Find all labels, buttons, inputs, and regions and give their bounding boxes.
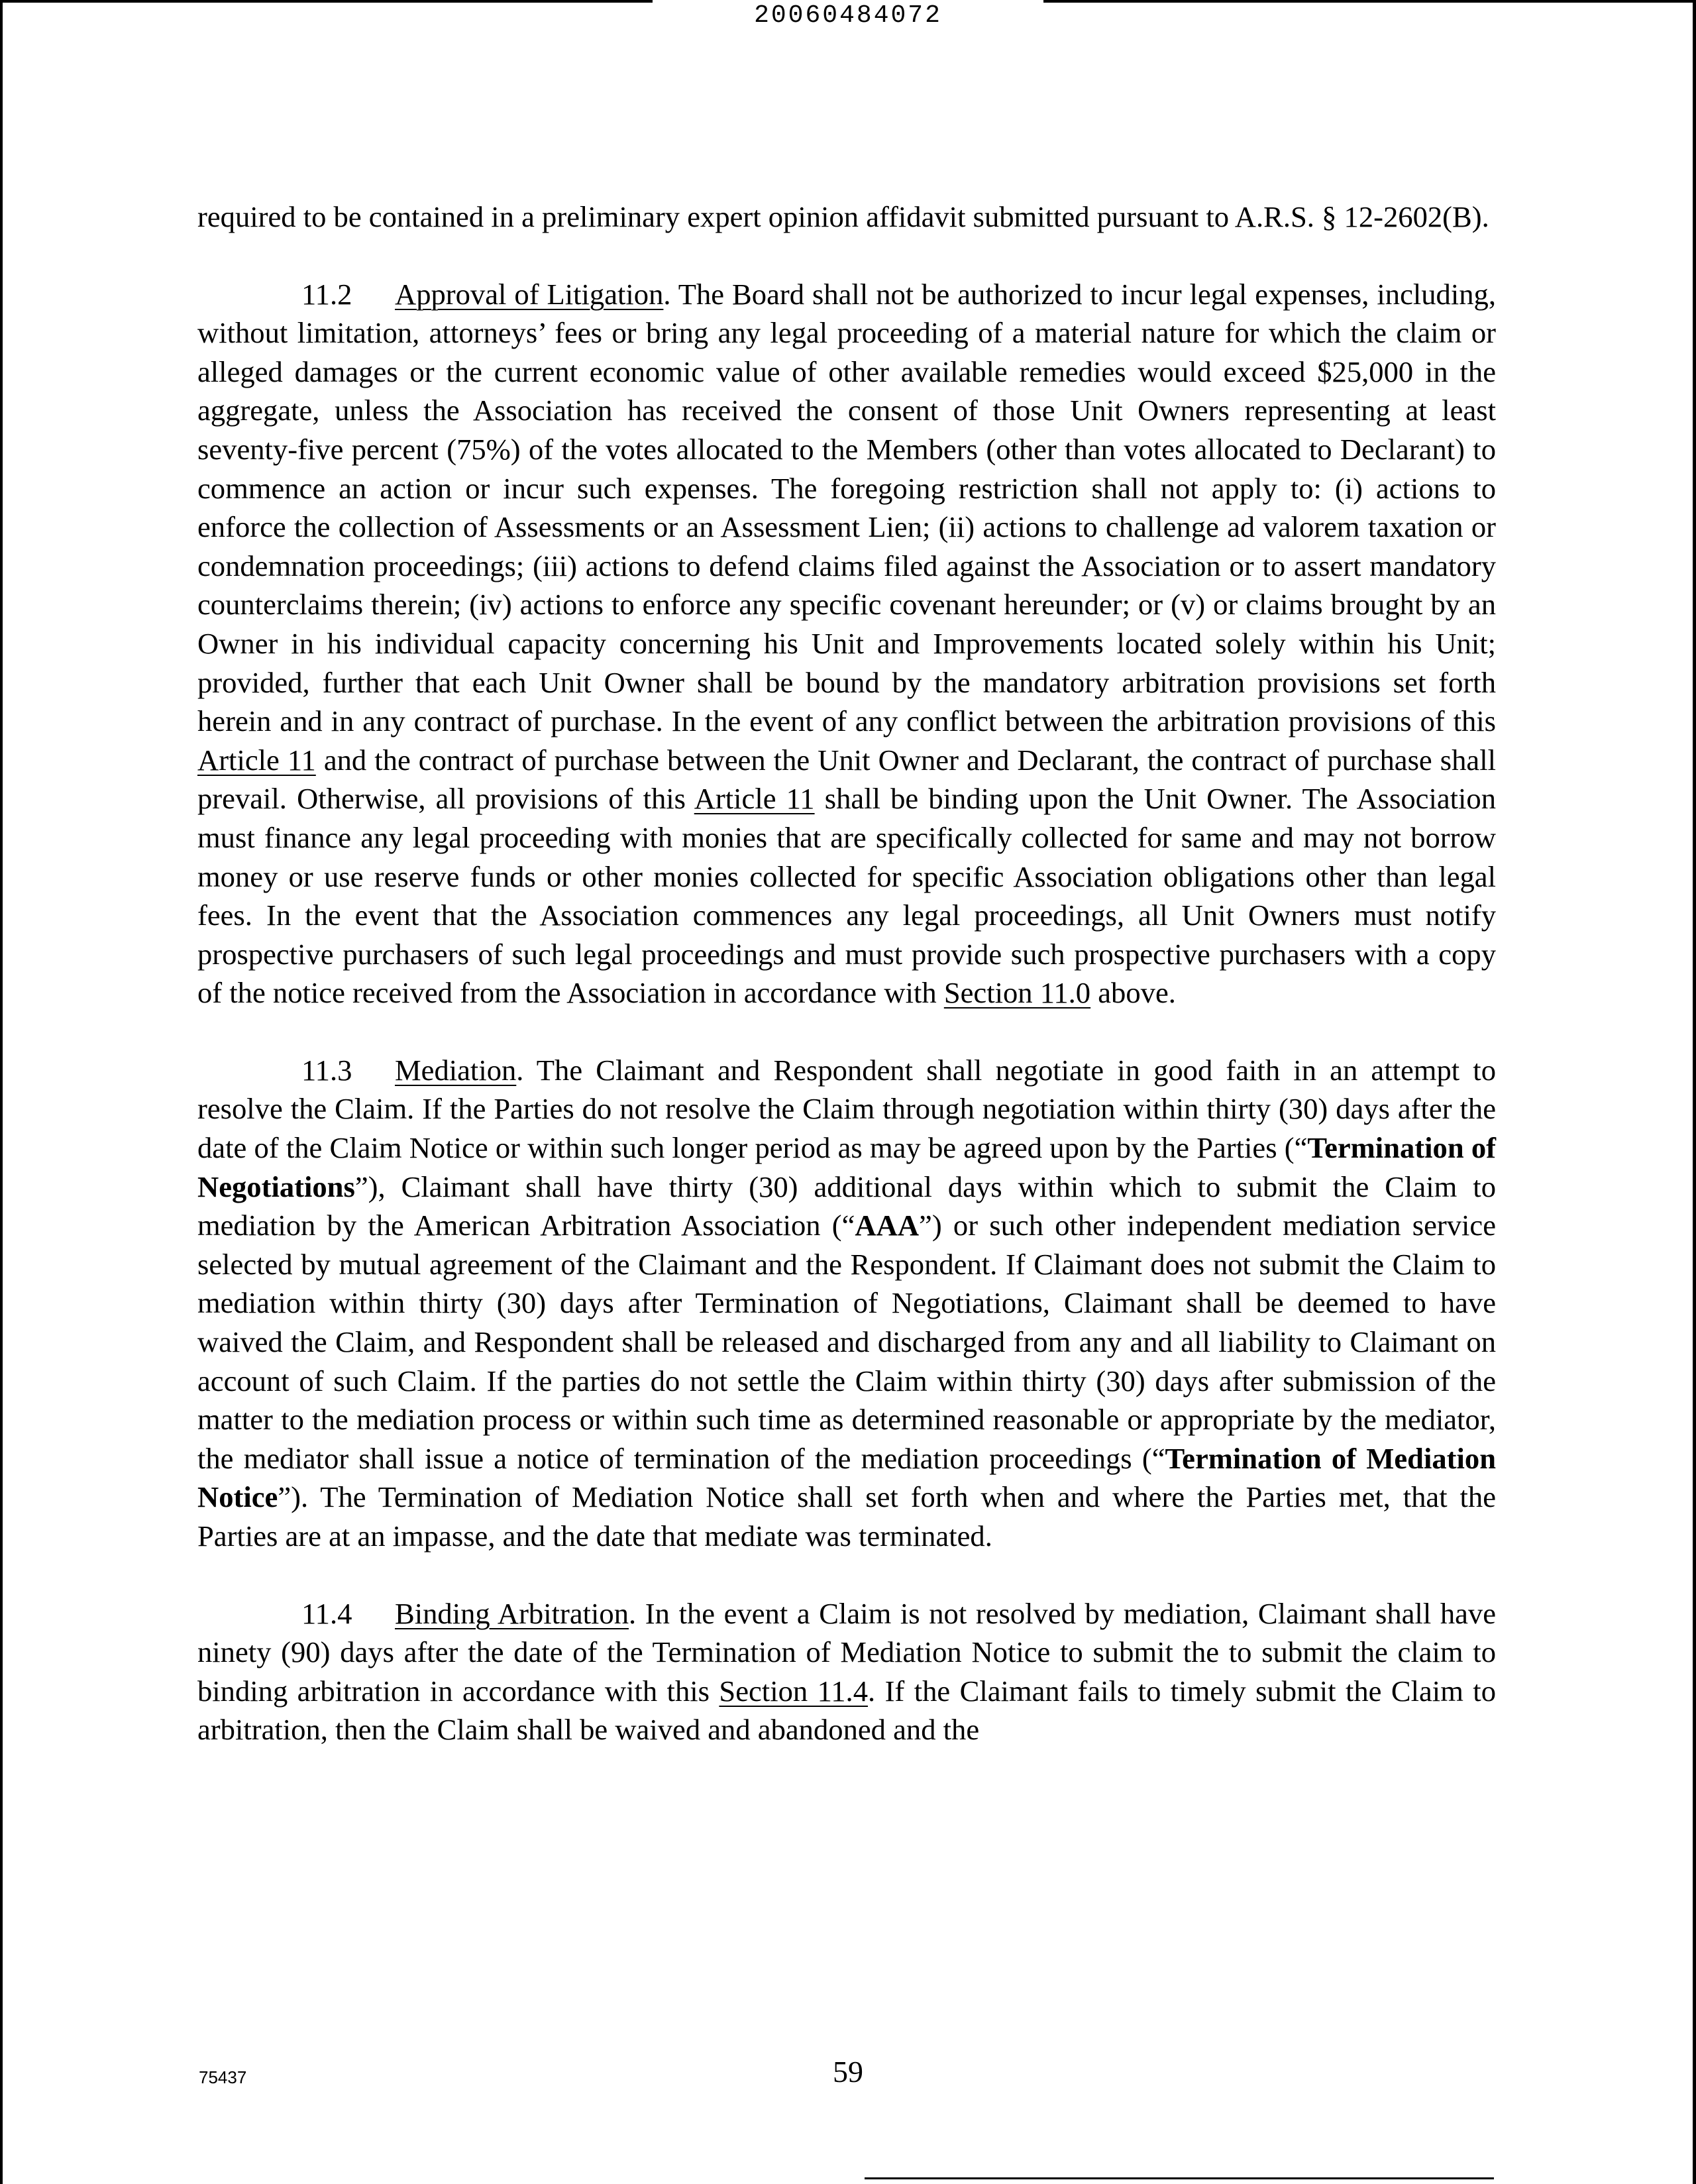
section-11-4	[197, 1594, 1496, 1749]
bottom-border-line	[865, 2177, 1494, 2179]
section-reference: Section 11.4	[719, 1674, 868, 1708]
page-number: 59	[833, 2055, 863, 2089]
defined-term: Termination of Negotiations	[197, 1131, 1496, 1203]
section-reference: Section 11.0	[943, 976, 1091, 1010]
section-11-2	[197, 275, 1496, 1012]
section-text: . The Board shall not be authorized to incur legal expenses, including, without limitation, attorneys’ fees or bring any legal proceeding of a material nature for which the claim or alleged damages or the current economic value of other available remedies would exceed $25,000 in the aggregate, unless the Association has received the consent of those Unit Owners representing at least seventy-five percent (75%) of the votes allocated to the Members (other than votes allocated to Declarant) to commence an action or incur such expenses. The foregoing restriction shall not apply to: (i) actions to enforce the collection of Assessments or an Assessment Lien; (ii) actions to challenge ad valorem taxation or condemnation proceedings; (iii) actions to defend claims filed against the Association or to assert mandatory counterclaims therein; (iv) actions to enforce any specific covenant hereunder; or (v) or claims brought by an Owner in his individual capacity concerning his Unit and Improvements located solely within his Unit; provided, further that each Unit Owner shall be bound by the mandatory arbitration provisions set forth herein and in any contract of purchase. In the event of any conflict between the arbitration provisions of this	[197, 277, 1496, 738]
section-text: . In the event a Claim is not resolved by mediation, Claimant shall have ninety (90) days after the date of the Termination of Mediation Notice to submit the to submit the claim to binding arbitration in accordance with this	[197, 1596, 1497, 1708]
document-body	[197, 197, 1496, 1788]
section-text: and the contract of purchase between the Unit Owner and Declarant, the contract of purchase shall prevail. Otherwise, all provisions of this	[197, 743, 1496, 816]
section-text: ”), Claimant shall have thirty (30) additional days within which to submit the Claim to mediation by the American Arbitration Association (“	[197, 1170, 1496, 1242]
section-heading: Binding Arbitration	[395, 1596, 629, 1630]
paragraph-continuation	[197, 197, 1496, 237]
section-text: ”). The Termination of Mediation Notice shall set forth when and where the Parties met, that the Parties are at an impasse, and the date that mediate was terminated.	[197, 1480, 1496, 1553]
section-text: shall be binding upon the Unit Owner. The Association must finance any legal proceeding with monies that are specifically collected for same and may not borrow money or use reserve funds or other monies collected for specific Association obligations other than legal fees. In the event that the Association commences any legal proceedings, all Unit Owners must notify prospective purchasers of such legal proceedings and must provide such prospective purchasers with a copy of the notice received from the Association in accordance with	[197, 782, 1497, 1010]
section-text: . If the Claimant fails to timely submit the Claim to arbitration, then the Claim shall be waived and abandoned and the	[197, 1674, 1496, 1747]
section-11-3	[197, 1051, 1496, 1556]
section-text: above.	[1090, 976, 1176, 1010]
recording-number: 20060484072	[754, 1, 942, 30]
right-border-line	[1693, 0, 1696, 2184]
section-heading: Approval of Litigation	[395, 277, 664, 311]
section-text: . The Claimant and Respondent shall negotiate in good faith in an attempt to resolve the Claim. If the Parties do not resolve the Claim through negotiation within thirty (30) days after the date of the Claim Notice or within such longer period as may be agreed upon by the Parties (“	[197, 1053, 1496, 1165]
section-heading: Mediation	[395, 1053, 517, 1087]
section-number: 11.3	[301, 1053, 352, 1087]
section-text: ”) or such other independent mediation service selected by mutual agreement of the Claimant and the Respondent. If Claimant does not submit the Claim to mediation within thirty (30) days after Termination of Negotiations, Claimant shall be deemed to have waived the Claim, and Respondent shall be released and discharged from any and all liability to Claimant on account of such Claim. If the parties do not settle the Claim within thirty (30) days after submission of the matter to the mediation process or within such time as determined reasonable or appropriate by the mediator, the mediator shall issue a notice of termination of the mediation proceedings (“	[197, 1209, 1496, 1475]
defined-term: AAA	[855, 1209, 920, 1242]
defined-term: Termination of Mediation Notice	[197, 1441, 1496, 1514]
paragraph-text: required to be contained in a preliminary expert opinion affidavit submitted pursuant to A.R.S. § 12-2602(B).	[197, 200, 1489, 233]
section-number: 11.2	[301, 277, 352, 311]
left-border-line	[0, 0, 3, 2184]
article-reference: Article 11	[197, 743, 316, 777]
section-number: 11.4	[301, 1596, 352, 1630]
footer-document-id: 75437	[199, 2067, 247, 2087]
article-reference: Article 11	[694, 782, 815, 816]
